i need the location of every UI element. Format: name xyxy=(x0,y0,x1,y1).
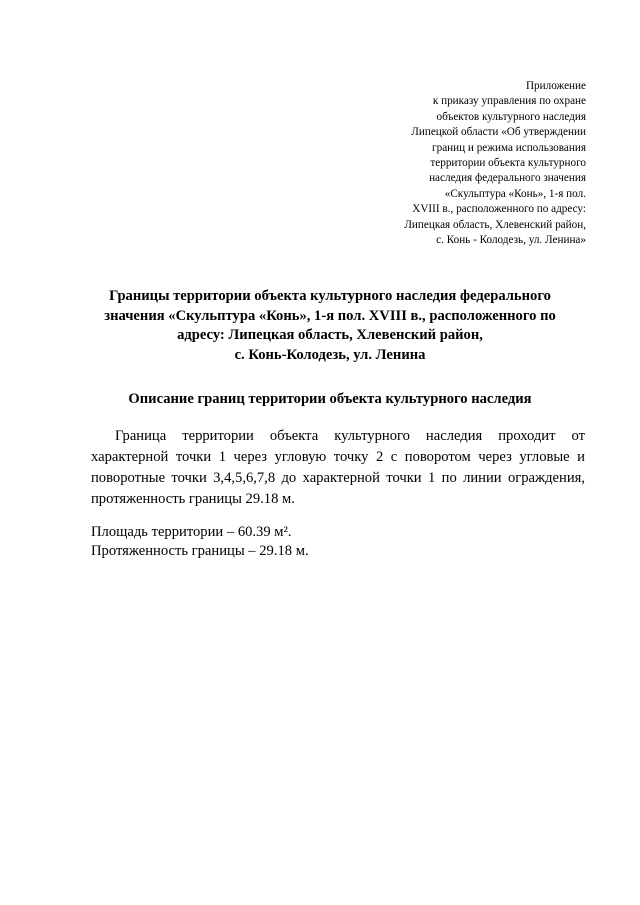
title-line: адресу: Липецкая область, Хлевенский район, xyxy=(177,327,483,343)
boundary-length-value: Протяженность границы – 29.18 м. xyxy=(91,543,309,559)
title-line: значения «Скульптура «Конь», 1-я пол. XVIII в., расположенного по xyxy=(104,307,556,324)
summary-facts xyxy=(91,523,585,561)
boundary-description: Граница территории объекта культурного наследия проходит от характерной точки 1 через угловую точку 2 с поворотом через угловые и поворотные точки 3,4,5,6,7,8 до характерной точки 1 по линии ограждения, протяженность границы 29.18 м. xyxy=(91,428,585,507)
appendix-line: Липецкая область, Хлевенский район, xyxy=(404,218,586,231)
appendix-line: территории объекта культурного xyxy=(430,157,586,170)
appendix-line: Приложение xyxy=(525,80,586,92)
document-title xyxy=(80,287,580,365)
appendix-line: к приказу управления по охране xyxy=(432,95,586,108)
appendix-line: «Скульптура «Конь», 1-я пол. xyxy=(444,187,586,200)
area-value: Площадь территории – 60.39 м². xyxy=(91,524,292,540)
title-line: Границы территории объекта культурного наследия федерального xyxy=(109,288,551,304)
appendix-line: XVIII в., расположенного по адресу: xyxy=(412,203,586,216)
appendix-line: наследия федерального значения xyxy=(429,172,586,185)
appendix-line: объектов культурного наследия xyxy=(436,110,586,123)
title-line: с. Конь-Колодезь, ул. Ленина xyxy=(234,346,426,363)
appendix-line: Липецкой области «Об утверждении xyxy=(411,126,586,139)
appendix-line: с. Конь - Колодезь, ул. Ленина» xyxy=(436,234,586,247)
section-heading: Описание границ территории объекта культурного наследия xyxy=(128,391,532,407)
appendix-block xyxy=(326,79,586,248)
appendix-line: границ и режима использования xyxy=(432,141,586,154)
